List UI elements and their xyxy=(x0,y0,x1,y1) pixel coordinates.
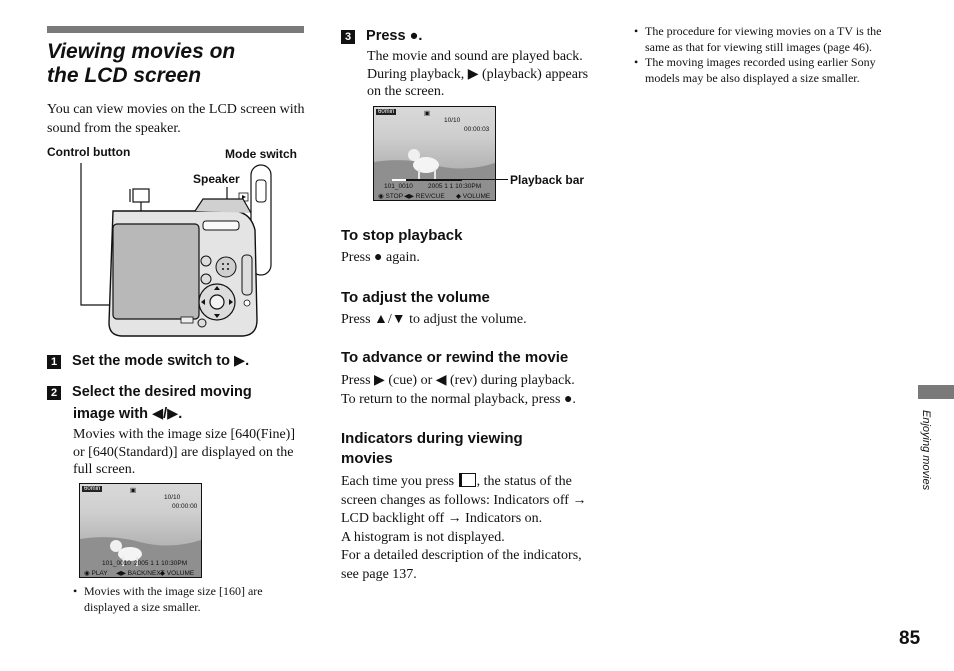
playback-bar-progress xyxy=(392,179,406,181)
section-body-stop: Press ● again. xyxy=(341,250,420,265)
page-title xyxy=(47,40,307,88)
right-note-2: • The moving images recorded using earlier Sony models may be also displayed a size smaller. xyxy=(634,55,889,86)
title-line-1: Viewing movies on xyxy=(47,40,236,63)
callout-playback-bar: Playback bar xyxy=(510,173,585,187)
mode-switch-knob xyxy=(256,180,266,202)
screen1-hint-right: ◆ VOLUME xyxy=(160,570,195,577)
section-body-indicators-p1 xyxy=(341,473,603,529)
screen1-counter: 10/10 xyxy=(164,494,181,501)
section-heading-volume: To adjust the volume xyxy=(341,289,490,306)
step-3-body: The movie and sound are played back. During playback, ▶ (playback) appears on the screen. xyxy=(367,49,589,99)
callout-control-button: Control button xyxy=(47,145,131,159)
title-bar xyxy=(47,26,304,33)
step-2-note: • Movies with the image size [160] are displayed a size smaller. xyxy=(73,584,305,615)
screen2-icon: ▣ xyxy=(424,110,431,117)
step-2-body: Movies with the image size [640(Fine)] or [640(Standard)] are displayed on the full screen. xyxy=(73,427,296,477)
speaker-grille xyxy=(216,257,236,277)
playback-screen-2 xyxy=(373,106,496,201)
page-number: 85 xyxy=(899,628,921,649)
section-heading-indicators-1: Indicators during viewing xyxy=(341,430,523,447)
screen2-hint-mid: ◀▶ REV/CUE xyxy=(404,193,445,200)
step-2-number: 2 xyxy=(47,386,61,400)
indicators-p1-after: , the status of the screen changes as follows: Indicators off → LCD backlight off → Indicators on. xyxy=(341,474,587,526)
step-1 xyxy=(47,350,307,372)
section-stop-playback xyxy=(341,226,603,267)
chapter-label: Enjoying movies xyxy=(920,410,932,491)
screen2-time: 00:00:03 xyxy=(464,126,490,133)
screen1-file: 101_0010 xyxy=(102,560,131,567)
step-3-text: Press ●. xyxy=(366,28,423,44)
section-heading-indicators-2: movies xyxy=(341,450,393,467)
screen1-battery: 60min xyxy=(84,486,101,492)
callout-mode-switch: Mode switch xyxy=(225,147,298,161)
section-body-indicators-p3: For a detailed description of the indicators, see page 137. xyxy=(341,548,582,582)
section-advance-rewind xyxy=(341,348,603,409)
section-indicators xyxy=(341,429,603,584)
section-body-advance-1: Press ▶ (cue) or ◀ (rev) during playback. xyxy=(341,373,575,388)
screen2-hint-left: ◉ STOP xyxy=(378,193,404,200)
step-2-text-line-2: image with ◀/▶. xyxy=(73,406,183,422)
screen1-hint-mid: ◀▶ BACK/NEXT xyxy=(116,570,165,577)
display-button-inline-icon xyxy=(459,473,476,487)
display-button-icon xyxy=(133,189,149,202)
screen2-battery: 60min xyxy=(378,109,395,115)
camera-lcd xyxy=(113,224,199,319)
playback-bar-leader xyxy=(462,179,508,180)
step-3-number: 3 xyxy=(341,30,355,44)
step-2-notes xyxy=(73,584,305,615)
camera-illustration xyxy=(75,155,275,340)
step-1-text: Set the mode switch to ▶. xyxy=(72,353,250,369)
right-notes xyxy=(634,24,889,86)
control-center-button xyxy=(210,295,224,309)
screen1-date: 2005 1 1 10:30PM xyxy=(134,560,188,567)
screen1-time: 00:00:00 xyxy=(172,503,198,510)
section-heading-advance: To advance or rewind the movie xyxy=(341,349,569,366)
section-adjust-volume xyxy=(341,288,603,329)
chapter-tab xyxy=(918,385,954,399)
title-line-2: the LCD screen xyxy=(47,64,202,87)
section-body-advance-2: To return to the normal playback, press ●. xyxy=(341,392,576,407)
screen2-date: 2005 1 1 10:30PM xyxy=(428,183,482,190)
section-body-volume: Press ▲/▼ to adjust the volume. xyxy=(341,312,527,327)
screen2-counter: 10/10 xyxy=(444,117,461,124)
screen2-hint-right: ◆ VOLUME xyxy=(456,193,491,200)
section-body-indicators-p2: A histogram is not displayed. xyxy=(341,529,505,545)
step-1-number: 1 xyxy=(47,355,61,369)
step-3 xyxy=(341,25,601,47)
callout-speaker: Speaker xyxy=(193,172,240,186)
screen2-file: 101_0010 xyxy=(384,183,413,190)
section-heading-stop: To stop playback xyxy=(341,227,463,244)
right-note-1: • The procedure for viewing movies on a TV is the same as that for viewing still images (page 46). xyxy=(634,24,889,55)
intro-text: You can view movies on the LCD screen with sound from the speaker. xyxy=(47,102,305,136)
playback-screen-1 xyxy=(79,483,202,578)
screen1-icon: ▣ xyxy=(130,487,137,494)
step-2-text-line-1: Select the desired moving xyxy=(72,384,252,400)
indicators-p1-before: Each time you press xyxy=(341,474,455,489)
screen1-hint-left: ◉ PLAY xyxy=(84,570,108,577)
step-2 xyxy=(47,381,307,425)
